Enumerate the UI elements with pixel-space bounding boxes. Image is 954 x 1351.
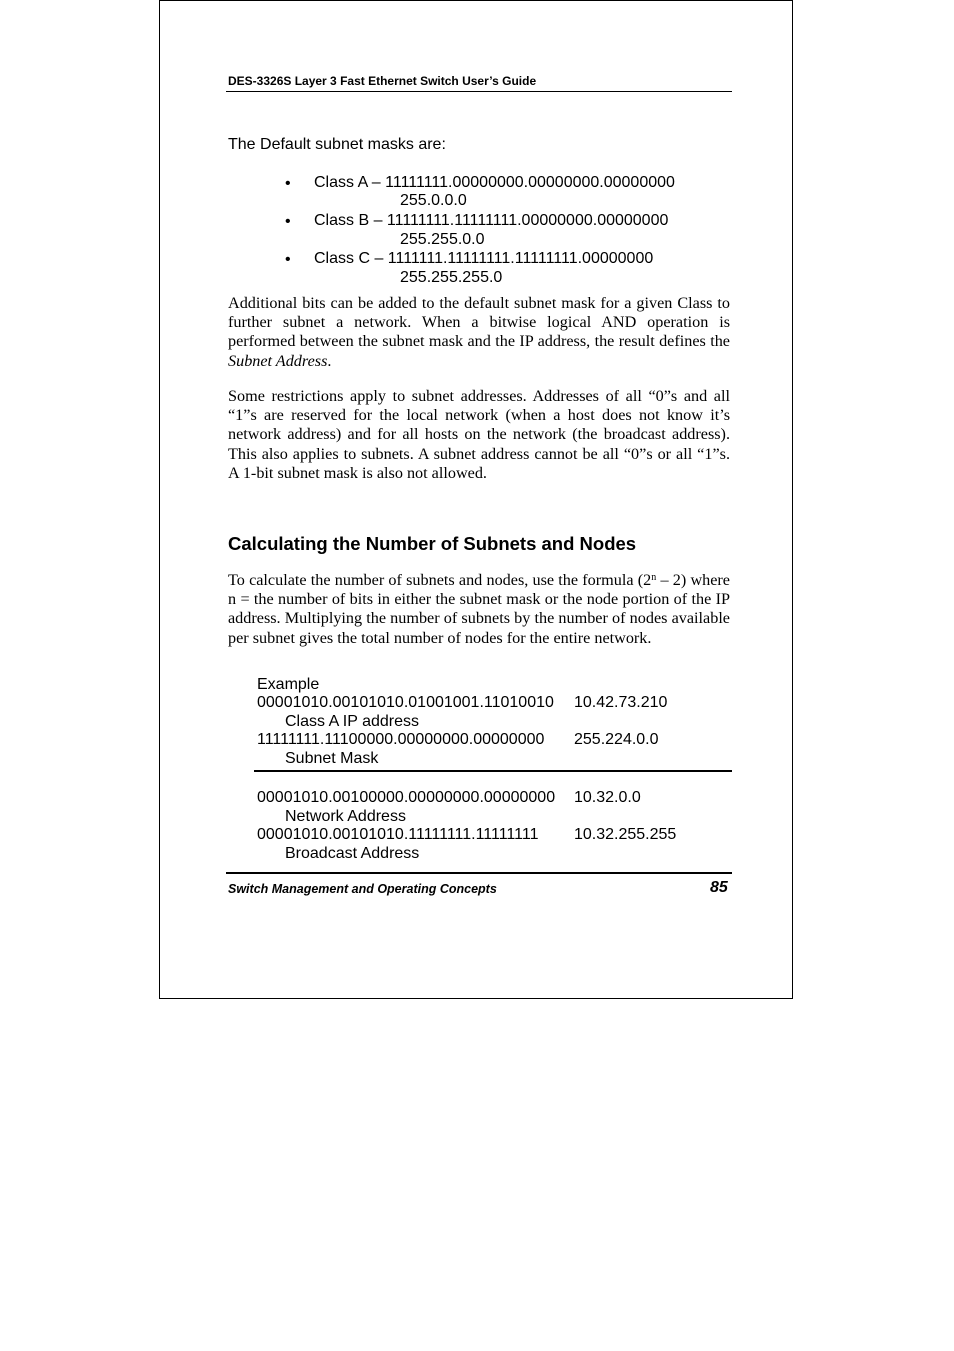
paragraph-text: To calculate the number of subnets and nodes, use the formula (2 xyxy=(228,571,652,589)
superscript-n: n xyxy=(651,572,657,583)
footer-section-title: Switch Management and Operating Concepts xyxy=(228,882,497,896)
example-binary: 00001010.00100000.00000000.00000000 xyxy=(257,789,556,806)
intro-text: The Default subnet masks are: xyxy=(228,136,446,153)
bullet-icon: • xyxy=(285,213,291,230)
header-rule xyxy=(226,91,732,92)
paragraph-text: Additional bits can be added to the default subnet mask for a given Class to further subnet a network. When a bitwise logical AND operation is performed between the subnet mask and the IP address, the result defines the xyxy=(228,294,730,351)
paragraph-text: . xyxy=(327,351,332,370)
section-heading: Calculating the Number of Subnets and Nodes xyxy=(228,533,637,554)
bullet-icon: • xyxy=(285,175,291,192)
bullet-class-a-decimal: 255.0.0.0 xyxy=(400,192,467,209)
paragraph-text: – 2) where n = the number of bits in either the subnet mask or the node portion of the IP address. Multiplying the number of subnets by the number of nodes available per subnet gives the total number of nodes for the entire network. xyxy=(228,571,730,647)
example-decimal: 10.32.0.0 xyxy=(574,789,641,806)
paragraph-subnet-mask xyxy=(228,294,730,371)
example-binary: 00001010.00101010.11111111.11111111 xyxy=(257,826,539,843)
example-binary: 11111111.11100000.00000000.00000000 xyxy=(257,731,545,748)
bullet-class-c-decimal: 255.255.255.0 xyxy=(400,269,503,286)
example-decimal: 10.32.255.255 xyxy=(574,826,677,843)
bullet-icon: • xyxy=(285,251,291,268)
example-divider xyxy=(254,770,732,772)
example-binary: 00001010.00101010.01001001.11010010 xyxy=(257,694,554,711)
example-decimal: 10.42.73.210 xyxy=(574,694,668,711)
example-label: Example xyxy=(257,676,320,693)
paragraph-formula xyxy=(228,571,730,648)
example-decimal: 255.224.0.0 xyxy=(574,731,659,748)
bullet-class-b-decimal: 255.255.0.0 xyxy=(400,231,485,248)
example-caption: Broadcast Address xyxy=(285,845,420,862)
running-header: DES-3326S Layer 3 Fast Ethernet Switch User’s Guide xyxy=(228,74,537,88)
bullet-class-c: Class C – 1111111.11111111.11111111.00000000 xyxy=(314,250,654,267)
example-caption: Network Address xyxy=(285,808,406,825)
page-number: 85 xyxy=(710,879,728,896)
bullet-class-b: Class B – 11111111.11111111.00000000.00000000 xyxy=(314,212,669,229)
paragraph-restrictions: Some restrictions apply to subnet addresses. Addresses of all “0”s and all “1”s are reserved for the local network (when a host does not know it’s network address) and for all hosts on the network (the broadcast address). This also applies to subnets. A subnet address cannot be all “0”s or all “1”s. A 1-bit subnet mask is also not allowed. xyxy=(228,387,730,482)
bullet-class-a: Class A – 11111111.00000000.00000000.00000000 xyxy=(314,174,675,191)
subnet-address-term: Subnet Address xyxy=(228,351,328,370)
example-caption: Subnet Mask xyxy=(285,750,379,767)
footer-rule xyxy=(226,872,732,874)
example-caption: Class A IP address xyxy=(285,713,419,730)
